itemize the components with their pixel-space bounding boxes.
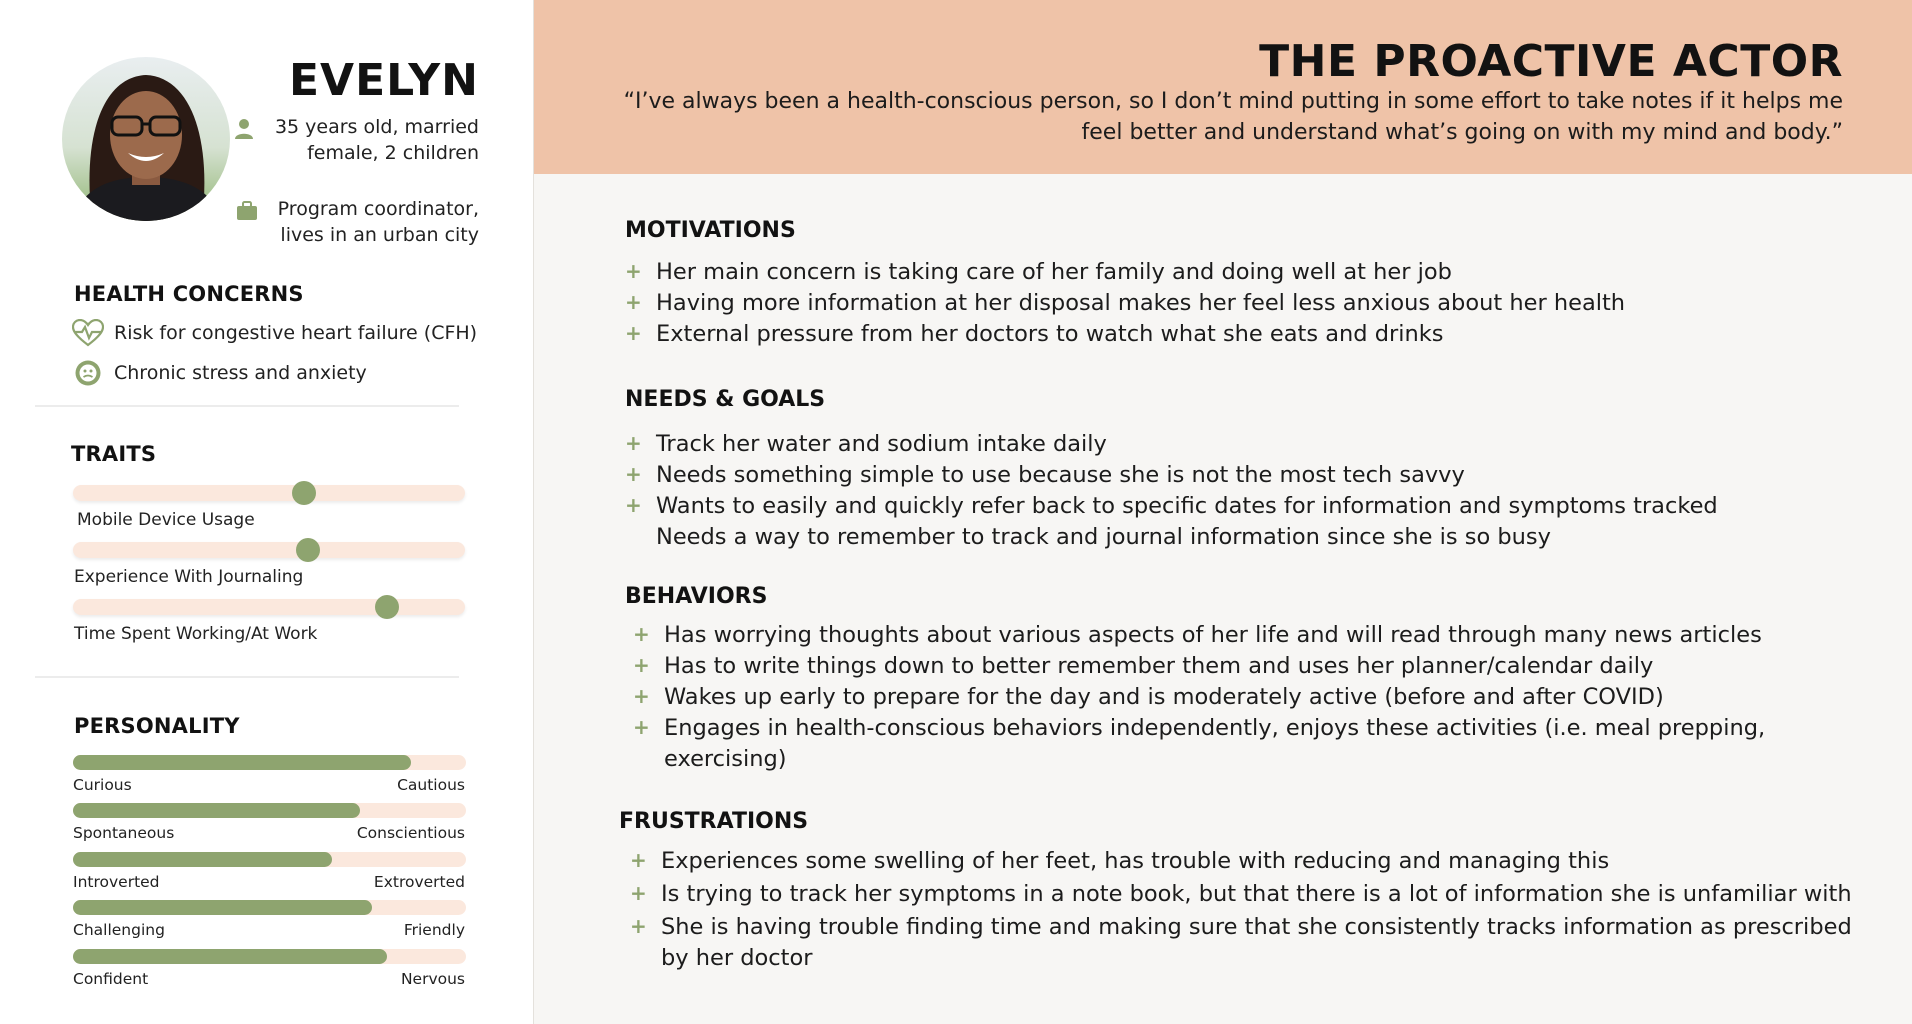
heartbeat-icon xyxy=(72,317,104,349)
trait-slider-knob xyxy=(375,595,399,619)
personality-bar xyxy=(73,900,466,915)
personality-right-label: Friendly xyxy=(403,921,465,939)
list-item-text: Engages in health-conscious behaviors independently, enjoys these activities (i.e. meal prepping, xyxy=(664,715,1766,741)
demographics-line-1: 35 years old, married xyxy=(274,116,479,138)
trait-slider-knob xyxy=(296,538,320,562)
list-item xyxy=(630,846,1852,877)
person-icon xyxy=(231,116,257,142)
frustrations-title: FRUSTRATIONS xyxy=(619,809,809,834)
personality-bar-fill xyxy=(73,755,411,770)
health-concern-item xyxy=(72,357,367,389)
personality-bar xyxy=(73,755,466,770)
occupation-row xyxy=(234,196,479,248)
personality-left-label: Spontaneous xyxy=(73,824,175,842)
list-item-text: Her main concern is taking care of her family and doing well at her job xyxy=(656,259,1452,285)
demographics-line-2: female, 2 children xyxy=(307,142,479,164)
plus-icon: + xyxy=(625,493,642,517)
personality-right-label: Extroverted xyxy=(373,873,465,891)
list-item-text: Has worrying thoughts about various aspects of her life and will read through many news articles xyxy=(664,622,1762,648)
personality-left-label: Introverted xyxy=(73,873,160,891)
trait-slider xyxy=(73,542,465,558)
trait-slider xyxy=(73,485,465,501)
plus-icon: + xyxy=(625,259,642,283)
needs-goals-title: NEEDS & GOALS xyxy=(625,387,826,412)
list-item-text: She is having trouble finding time and making sure that she consistently tracks information as prescribed xyxy=(661,914,1852,940)
quote-line-2: feel better and understand what’s going on with my mind and body.” xyxy=(1081,120,1843,145)
personality-bar-fill xyxy=(73,803,360,818)
section-divider xyxy=(35,676,459,678)
stress-face-icon xyxy=(72,357,104,389)
plus-icon: + xyxy=(625,290,642,314)
persona-header xyxy=(534,0,1912,174)
avatar-photo xyxy=(62,57,230,221)
trait-slider-knob xyxy=(292,481,316,505)
personality-bar xyxy=(73,949,466,964)
section-divider xyxy=(35,405,459,407)
trait-label: Experience With Journaling xyxy=(74,567,304,587)
persona-details xyxy=(534,0,1912,1024)
briefcase-icon xyxy=(234,198,260,224)
personality-bar-fill xyxy=(73,949,387,964)
health-concerns-title: HEALTH CONCERNS xyxy=(74,282,304,306)
list-item-text: Experiences some swelling of her feet, has trouble with reducing and managing this xyxy=(661,848,1610,874)
list-item-text: Needs something simple to use because she is not the most tech savvy xyxy=(656,462,1465,488)
personality-bar-fill xyxy=(73,900,372,915)
health-concern-label: Chronic stress and anxiety xyxy=(114,362,367,384)
personality-title: PERSONALITY xyxy=(74,714,240,738)
personality-bar-fill xyxy=(73,852,332,867)
plus-icon: + xyxy=(625,431,642,455)
traits-title: TRAITS xyxy=(71,442,157,466)
trait-label: Mobile Device Usage xyxy=(77,510,255,530)
plus-icon: + xyxy=(625,321,642,345)
list-item xyxy=(630,879,1852,910)
personality-left-label: Confident xyxy=(73,970,149,988)
list-item xyxy=(633,713,1765,775)
personality-bar xyxy=(73,803,466,818)
motivations-list xyxy=(625,257,1625,350)
list-item xyxy=(625,288,1625,319)
plus-icon: + xyxy=(625,462,642,486)
list-item-text: Wakes up early to prepare for the day and is moderately active (before and after COVID) xyxy=(664,684,1664,710)
list-item-text-continued: exercising) xyxy=(664,746,787,772)
plus-icon: + xyxy=(633,684,650,708)
list-item-text: Wants to easily and quickly refer back to specific dates for information and symptoms tracked xyxy=(656,493,1718,519)
occupation-line-2: lives in an urban city xyxy=(280,224,479,246)
trait-slider xyxy=(73,599,465,615)
trait-label: Time Spent Working/At Work xyxy=(74,624,318,644)
list-item-text: Has to write things down to better remember them and uses her planner/calendar daily xyxy=(664,653,1654,679)
needs-goals-list xyxy=(625,429,1718,553)
list-item-text-continued: by her doctor xyxy=(661,945,813,971)
personality-bar xyxy=(73,852,466,867)
occupation-line-1: Program coordinator, xyxy=(277,198,479,220)
persona-sidebar xyxy=(0,0,534,1024)
plus-icon: + xyxy=(630,848,647,872)
list-item xyxy=(633,682,1765,713)
archetype-title: THE PROACTIVE ACTOR xyxy=(1259,36,1843,87)
list-item xyxy=(630,912,1852,974)
quote-line-1: “I’ve always been a health-conscious person, so I don’t mind putting in some effort to take notes if it helps me xyxy=(623,89,1843,114)
personality-right-label: Nervous xyxy=(400,970,465,988)
persona-avatar xyxy=(62,57,230,221)
list-item-text: Is trying to track her symptoms in a note book, but that there is a lot of information she is unfamiliar with xyxy=(661,881,1852,907)
list-item xyxy=(625,257,1625,288)
persona-name: EVELYN xyxy=(288,55,479,106)
plus-icon: + xyxy=(633,622,650,646)
list-item xyxy=(625,491,1718,553)
personality-right-label: Conscientious xyxy=(356,824,465,842)
plus-icon: + xyxy=(633,715,650,739)
list-item xyxy=(633,651,1765,682)
frustrations-list xyxy=(630,846,1852,974)
persona-quote xyxy=(563,86,1843,148)
list-item xyxy=(625,319,1625,350)
personality-left-label: Challenging xyxy=(73,921,165,939)
motivations-title: MOTIVATIONS xyxy=(625,218,796,243)
list-item xyxy=(625,460,1718,491)
list-item-text-continued: Needs a way to remember to track and journal information since she is so busy xyxy=(656,524,1551,550)
list-item-text: Track her water and sodium intake daily xyxy=(656,431,1107,457)
health-concern-label: Risk for congestive heart failure (CFH) xyxy=(114,322,478,344)
personality-left-label: Curious xyxy=(73,776,132,794)
personality-right-label: Cautious xyxy=(397,776,465,794)
demographics-row xyxy=(231,114,479,166)
list-item-text: Having more information at her disposal makes her feel less anxious about her health xyxy=(656,290,1626,316)
list-item xyxy=(625,429,1718,460)
plus-icon: + xyxy=(633,653,650,677)
behaviors-title: BEHAVIORS xyxy=(625,584,768,609)
health-concern-item xyxy=(72,317,477,349)
plus-icon: + xyxy=(630,881,647,905)
list-item xyxy=(633,620,1765,651)
occupation-text xyxy=(278,196,479,248)
demographics-text xyxy=(275,114,479,166)
list-item-text: External pressure from her doctors to watch what she eats and drinks xyxy=(656,321,1444,347)
plus-icon: + xyxy=(630,914,647,938)
behaviors-list xyxy=(633,620,1765,775)
